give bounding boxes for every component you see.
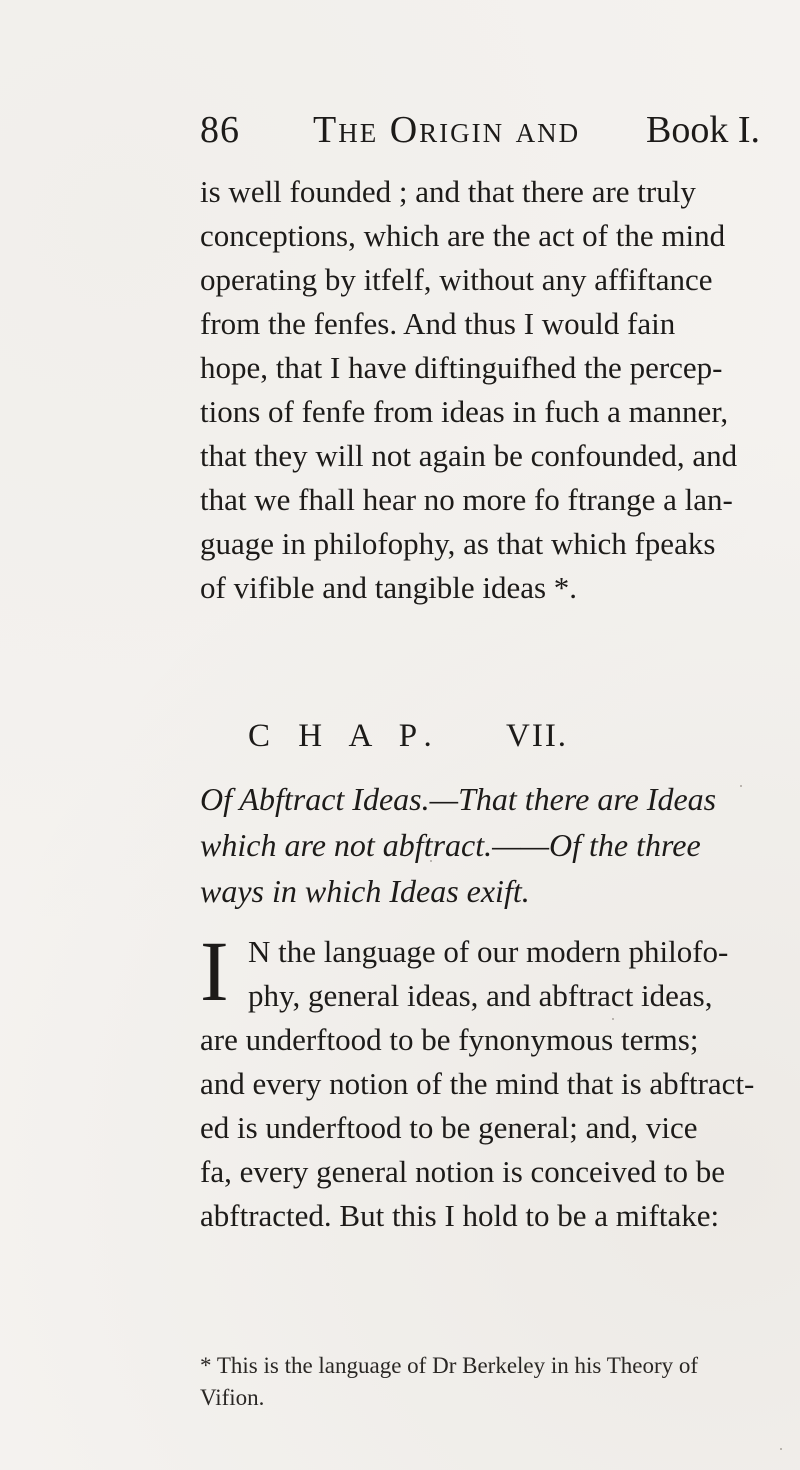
text-line: guage in philofophy, as that which fpeaks [200, 526, 716, 561]
paper-speck [740, 785, 742, 787]
text-line: fa, every general notion is conceived to be [200, 1154, 726, 1189]
footnote-line: Vifion. [200, 1385, 265, 1410]
text-line: of vifible and tangible ideas *. [200, 570, 578, 605]
text-line: N the language of our modern philofo- [248, 934, 729, 969]
running-header [200, 108, 760, 158]
paper-speck [612, 1018, 614, 1020]
paragraph-2 [200, 923, 775, 1238]
chapter-title-line: which are not abftract.——Of the three [200, 827, 701, 863]
chapter-number: VII. [506, 718, 569, 754]
text-line: abftracted. But this I hold to be a miftake: [200, 1198, 720, 1233]
text-line: are underftood to be fynonymous terms; [200, 1022, 699, 1057]
text-line: hope, that I have diftinguifhed the percep- [200, 350, 723, 385]
chapter-title-line: ways in which Ideas exift. [200, 873, 530, 909]
drop-cap: I [200, 923, 229, 1019]
text-line: operating by itfelf, without any affiftance [200, 262, 713, 297]
paragraph-1 [200, 170, 775, 610]
paper-speck [430, 860, 432, 862]
chapter-label: C H A P. [248, 718, 442, 754]
text-line: conceptions, which are the act of the mind [200, 218, 726, 253]
text-line: ed is underftood to be general; and, vice [200, 1110, 698, 1145]
book-label: Book I. [646, 109, 760, 151]
chapter-title-line: Of Abftract Ideas.—That there are Ideas [200, 781, 717, 817]
page-number: 86 [200, 109, 240, 151]
text-line: tions of fenfe from ideas in fuch a manner, [200, 394, 729, 429]
text-line: that they will not again be confounded, and [200, 438, 738, 473]
chapter-title [200, 776, 775, 914]
text-line: phy, general ideas, and abftract ideas, [248, 978, 713, 1013]
footnote [200, 1350, 775, 1414]
footnote-line: * This is the language of Dr Berkeley in his Theory of [200, 1353, 699, 1378]
paper-speck [780, 1448, 782, 1450]
text-line: that we fhall hear no more fo ftrange a lan- [200, 482, 733, 517]
text-line: from the fenfes. And thus I would fain [200, 306, 676, 341]
text-line: is well founded ; and that there are truly [200, 174, 696, 209]
text-line: and every notion of the mind that is abftract- [200, 1066, 755, 1101]
chapter-heading [248, 718, 768, 768]
running-title: The Origin and [313, 109, 581, 151]
